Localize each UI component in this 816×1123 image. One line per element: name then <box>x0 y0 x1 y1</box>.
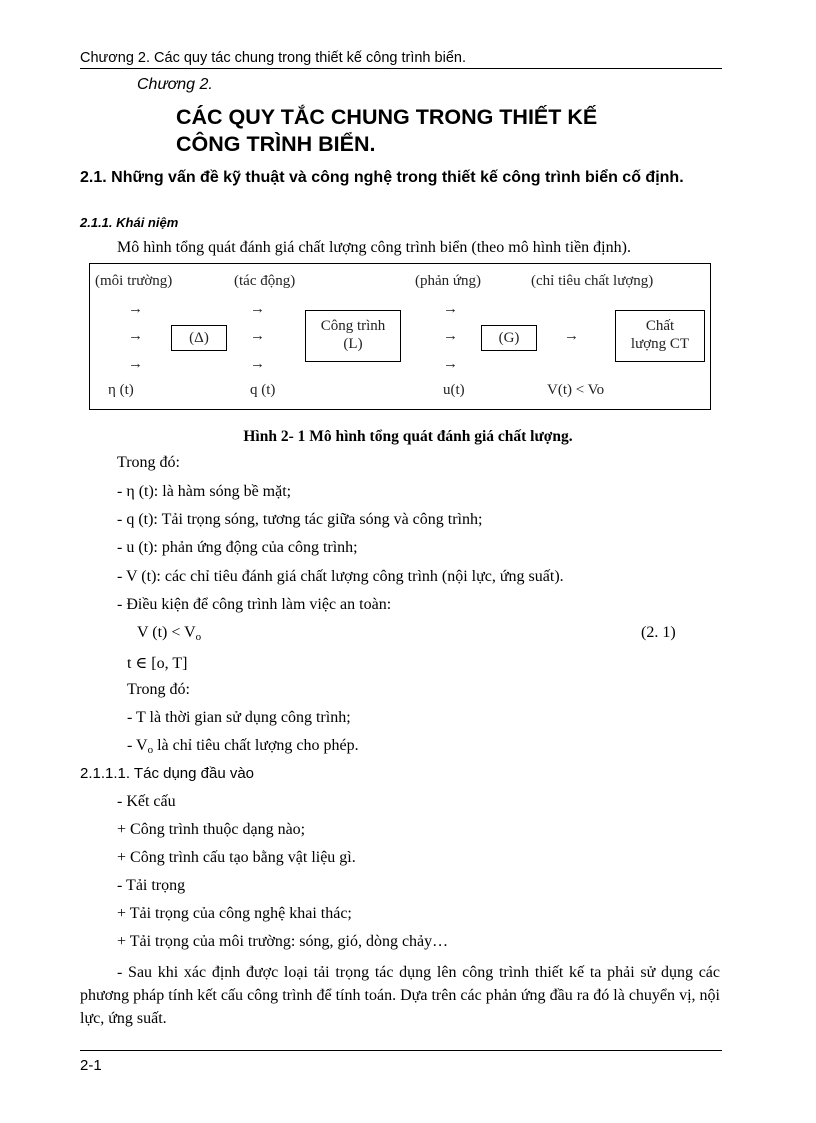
def-vo-prefix: - V <box>127 737 148 754</box>
arrow-icon: → <box>250 301 265 317</box>
body-ket-cau: - Kết cấu <box>117 793 176 810</box>
body-trong-do-2: Trong đó: <box>127 681 190 698</box>
diagram-label-q: q (t) <box>250 382 276 398</box>
cong-trinh-box-line-2: (L) <box>343 336 363 352</box>
body-tai-trong-1: + Tải trọng của công nghệ khai thác; <box>117 905 352 922</box>
formula-number: (2. 1) <box>641 624 676 641</box>
arrow-icon: → <box>128 328 143 344</box>
diagram-label-v: V(t) < Vo <box>547 382 605 398</box>
formula-2-1 <box>137 624 201 642</box>
g-box: (G) <box>481 325 537 351</box>
page-number: 2-1 <box>80 1057 102 1074</box>
arrow-icon: → <box>443 328 458 344</box>
def-vo-rest: là chỉ tiêu chất lượng cho phép. <box>153 737 359 754</box>
body-ket-cau-1: + Công trình thuộc dạng nào; <box>117 821 306 838</box>
body-final-paragraph: - Sau khi xác định được loại tải trọng tác dụng lên công trình thiết kế ta phải sử dụng các phương pháp tính kết cấu công trình để tính toán. Dựa trên các phản ứng đầu ra đó là chuyển vị, nội lực, ứng suất. <box>80 964 720 1027</box>
formula-lhs: V (t) < V <box>137 624 196 641</box>
body-def-eta: - η (t): là hàm sóng bề mặt; <box>117 483 292 500</box>
heading-2-1-1-1: 2.1.1.1. Tác dụng đầu vào <box>80 765 255 782</box>
chat-luong-box-line-1: Chất <box>645 318 675 334</box>
cong-trinh-box <box>305 310 401 362</box>
chapter-label: Chương 2. <box>137 76 213 93</box>
arrow-icon: → <box>564 328 579 344</box>
arrow-icon: → <box>250 328 265 344</box>
subsection-heading: 2.1.1. Khái niệm <box>80 215 179 230</box>
body-tai-trong-2: + Tải trọng của môi trường: sóng, gió, dòng chảy… <box>117 933 449 950</box>
chapter-title-line-2: CÔNG TRÌNH BIỂN. <box>176 132 376 156</box>
arrow-icon: → <box>128 356 143 372</box>
diagram-label-moi-truong: (môi trường) <box>95 273 173 289</box>
chat-luong-box <box>615 310 705 362</box>
arrow-icon: → <box>443 301 458 317</box>
body-def-q: - q (t): Tải trọng sóng, tương tác giữa sóng và công trình; <box>117 511 483 528</box>
body-def-vo <box>127 737 359 755</box>
chapter-title <box>176 104 597 158</box>
body-t-range: t ∈ [o, T] <box>127 655 188 672</box>
formula-subscript: o <box>195 631 202 643</box>
arrow-icon: → <box>128 301 143 317</box>
figure-caption: Hình 2- 1 Mô hình tổng quát đánh giá chất lượng. <box>243 428 573 445</box>
chat-luong-box-line-2: lượng CT <box>630 336 690 352</box>
diagram-label-eta: η (t) <box>108 382 134 398</box>
body-def-u: - u (t): phản ứng động của công trình; <box>117 539 358 556</box>
header-rule <box>80 68 722 69</box>
diagram-label-chi-tieu: (chỉ tiêu chất lượng) <box>531 273 654 289</box>
body-def-t: - T là thời gian sử dụng công trình; <box>127 709 351 726</box>
def-vo-subscript: o <box>147 744 154 756</box>
section-heading: 2.1. Những vấn đề kỹ thuật và công nghệ trong thiết kế công trình biển cố định. <box>80 169 684 186</box>
diagram-label-phan-ung: (phản ứng) <box>415 273 482 289</box>
body-ket-cau-2: + Công trình cấu tạo bằng vật liệu gì. <box>117 849 356 866</box>
body-def-v: - V (t): các chỉ tiêu đánh giá chất lượng công trình (nội lực, ứng suất). <box>117 568 564 585</box>
body-trong-do: Trong đó: <box>117 454 180 471</box>
intro-paragraph: Mô hình tổng quát đánh giá chất lượng công trình biển (theo mô hình tiền định). <box>117 239 631 256</box>
quality-model-diagram <box>89 263 711 410</box>
delta-box: (Δ) <box>171 325 227 351</box>
cong-trinh-box-line-1: Công trình <box>320 318 386 334</box>
arrow-icon: → <box>443 356 458 372</box>
running-header: Chương 2. Các quy tác chung trong thiết kế công trình biển. <box>80 50 466 66</box>
diagram-label-tac-dong: (tác động) <box>234 273 296 289</box>
body-dieu-kien: - Điều kiện để công trình làm việc an toàn: <box>117 596 392 613</box>
arrow-icon: → <box>250 356 265 372</box>
footer-rule <box>80 1050 722 1051</box>
body-tai-trong: - Tải trọng <box>117 877 186 894</box>
diagram-label-u: u(t) <box>443 382 465 398</box>
chapter-title-line-1: CÁC QUY TẮC CHUNG TRONG THIẾT KẾ <box>176 105 598 129</box>
